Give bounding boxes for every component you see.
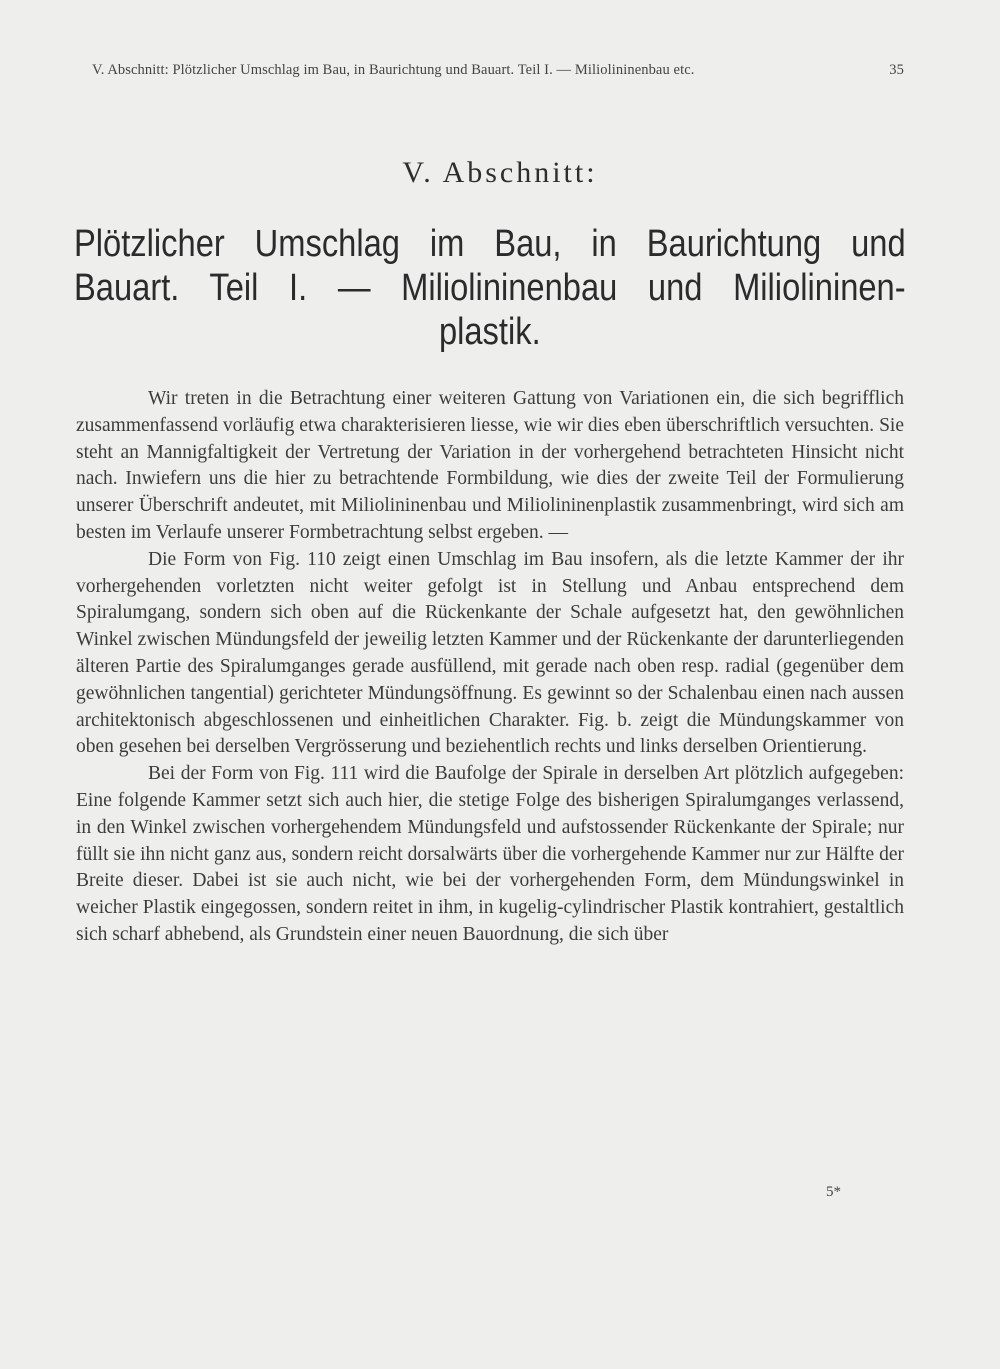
running-head-text: V. Abschnitt: Plötzlicher Umschlag im Bau, in Baurichtung und Bauart. Teil I. — Miliolininenbau etc. bbox=[92, 62, 695, 78]
section-number: V. Abschnitt: bbox=[402, 156, 598, 189]
running-head bbox=[92, 62, 904, 79]
paragraph-3: Bei der Form von Fig. 111 wird die Baufolge der Spirale in derselben Art plötzlich aufgegeben: Eine folgende Kammer setzt sich auch hier, die stetige Folge des bisherigen Spiralumganges verlassend, in den Winkel zwischen vorhergehendem Mündungsfeld und aufstossender Rückenkante der Spirale; nur füllt sie ihn nicht ganz aus, sondern reicht dorsalwärts über die vorhergehende Kammer nur zur Hälfte der Breite dieser. Dabei ist sie auch nicht, wie bei der vorhergehenden Form, dem Mündungswinkel in weicher Plastik eingegossen, sondern reitet in ihm, in kugelig-cylindrischer Plastik kontrahiert, gestaltlich sich scharf abhebend, als Grundstein einer neuen Bauordnung, die sich über bbox=[76, 763, 904, 945]
page-number: 35 bbox=[889, 62, 904, 78]
chapter-title-line-2: Bauart. Teil I. — Miliolininenbau und Miliolininen- bbox=[74, 267, 906, 309]
chapter-title-line-3: plastik. bbox=[438, 311, 541, 353]
signature-mark: 5* bbox=[826, 1184, 841, 1200]
paragraph-1: Wir treten in die Betrachtung einer weiteren Gattung von Variationen ein, die sich begrifflich zusammenfassend vorläufig etwa charakterisieren liesse, wie wir dies eben überschriftlich versuchten. Sie steht an Mannigfaltigkeit der Vertretung der Variation in der vorhergehend betrachteten Hinsicht nicht nach. Inwiefern uns die hier zu betrachtende Formbildung, wie dies der zweite Teil der Formulierung unserer Überschrift andeutet, mit Miliolininenbau und Miliolininenplastik zusammenbringt, wird sich am besten im Verlaufe unserer Formbetrachtung selbst ergeben. — bbox=[76, 388, 904, 543]
chapter-title-line-1: Plötzlicher Umschlag im Bau, in Baurichtung und bbox=[74, 223, 906, 265]
paragraph-2: Die Form von Fig. 110 zeigt einen Umschlag im Bau insofern, als die letzte Kammer der ihr vorhergehenden vorletzten nicht weiter gefolgt ist in Stellung und Anbau entsprechend dem Spiralumgang, sondern sich oben auf die Rückenkante der Schale aufgesetzt hat, den gewöhnlichen Winkel zwischen Mündungsfeld der jeweilig letzten Kammer und der Rückenkante der darunterliegenden älteren Partie des Spiralumganges gerade ausfüllend, mit gerade nach oben resp. radial (gegenüber dem gewöhnlichen tangential) gerichteter Mündungsöffnung. Es gewinnt so der Schalenbau einen nach aussen architektonisch abgeschlossenen und einheitlichen Charakter. Fig. b. zeigt die Mündungskammer von oben gesehen bei derselben Vergrösserung und beziehentlich rechts und links derselben Orientierung. bbox=[76, 548, 904, 758]
chapter-title bbox=[74, 222, 906, 354]
body-text bbox=[76, 386, 904, 949]
